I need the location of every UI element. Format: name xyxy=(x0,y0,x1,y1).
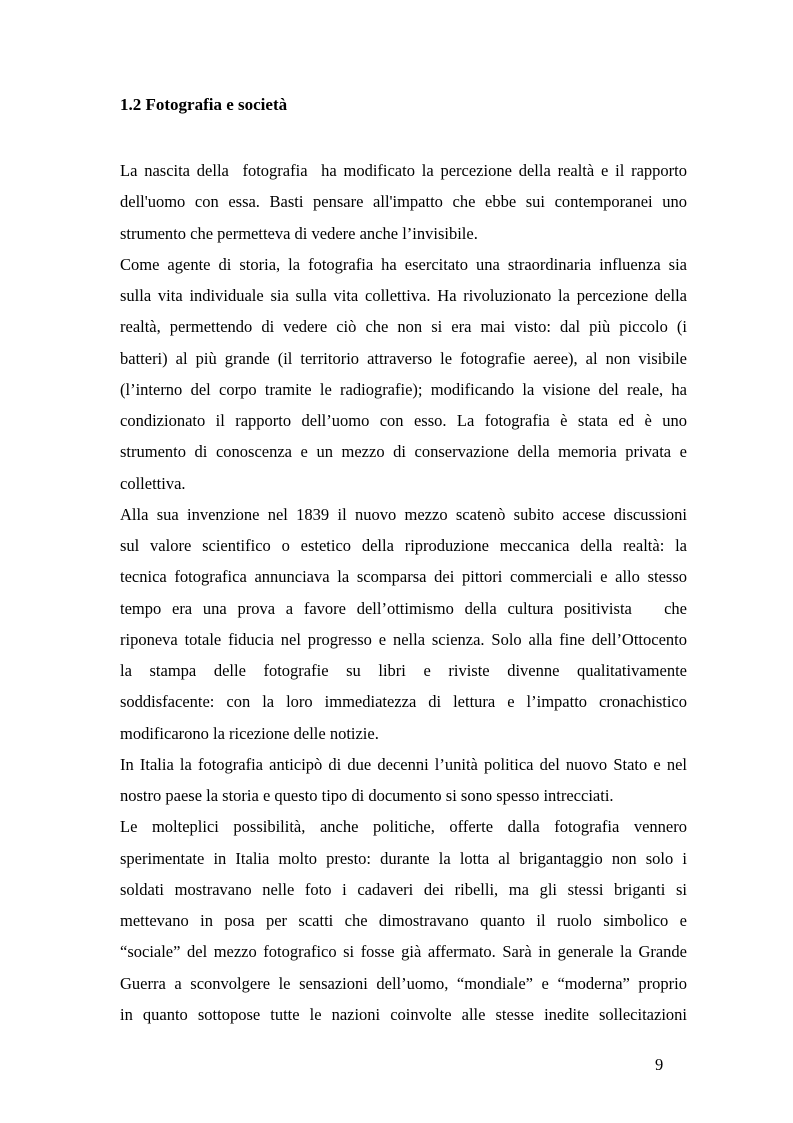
body-line: In Italia la fotografia anticipò di due decenni l’unità politica del nuovo Stato e nel xyxy=(120,754,687,774)
body-line: dell'uomo con essa. Basti pensare all'impatto che ebbe sui contemporanei uno xyxy=(120,192,687,212)
body-line: la stampa delle fotografie su libri e riviste divenne qualitativamente xyxy=(120,661,687,680)
body-line: strumento che permetteva di vedere anche l’invisibile. xyxy=(120,223,478,243)
body-line: nostro paese la storia e questo tipo di documento si sono spesso intrecciati. xyxy=(120,786,614,805)
body-line: tecnica fotografica annunciava la scomparsa dei pittori commerciali e allo stesso xyxy=(120,567,687,587)
body-line: soddisfacente: con la loro immediatezza di lettura e l’impatto cronachistico xyxy=(120,692,687,712)
body-line: tempo era una prova a favore dell’ottimismo della cultura positivista che xyxy=(120,598,687,618)
body-line: Alla sua invenzione nel 1839 il nuovo mezzo scatenò subito accese discussioni xyxy=(120,504,687,524)
body-line: riponeva totale fiducia nel progresso e nella scienza. Solo alla fine dell’Ottocento xyxy=(120,629,687,649)
body-line: sperimentate in Italia molto presto: durante la lotta al brigantaggio non solo i xyxy=(120,848,687,868)
body-line: batteri) al più grande (il territorio attraverso le fotografie aeree), al non visibile xyxy=(120,348,687,368)
body-line: soldati mostravano nelle foto i cadaveri dei ribelli, ma gli stessi briganti si xyxy=(120,879,687,899)
body-line: in quanto sottopose tutte le nazioni coinvolte alle stesse inedite sollecitazioni xyxy=(120,1004,687,1024)
body-line: condizionato il rapporto dell’uomo con esso. La fotografia è stata ed è uno xyxy=(120,411,687,430)
body-line: sulla vita individuale sia sulla vita collettiva. Ha rivoluzionato la percezione della xyxy=(120,286,687,305)
body-line: collettiva. xyxy=(120,473,186,493)
body-line: La nascita della fotografia ha modificato la percezione della realtà e il rapporto xyxy=(120,161,687,180)
body-line: realtà, permettendo di vedere ciò che non si era mai visto: dal più piccolo (i xyxy=(120,317,687,337)
body-line: Come agente di storia, la fotografia ha esercitato una straordinaria influenza sia xyxy=(120,254,687,274)
body-line: modificarono la ricezione delle notizie. xyxy=(120,723,379,743)
section-heading: 1.2 Fotografia e società xyxy=(120,95,288,114)
body-line: (l’interno del corpo tramite le radiografie); modificando la visione del reale, ha xyxy=(120,379,687,399)
body-line: mettevano in posa per scatti che dimostravano quanto il ruolo simbolico e xyxy=(120,911,687,930)
body-line: Guerra a sconvolgere le sensazioni dell’uomo, “mondiale” e “moderna” proprio xyxy=(120,973,687,993)
body-line: strumento di conoscenza e un mezzo di conservazione della memoria privata e xyxy=(120,442,687,462)
body-line: sul valore scientifico o estetico della riproduzione meccanica della realtà: la xyxy=(120,536,687,555)
body-line: “sociale” del mezzo fotografico si fosse già affermato. Sarà in generale la Grande xyxy=(120,942,687,962)
body-line: Le molteplici possibilità, anche politiche, offerte dalla fotografia vennero xyxy=(120,817,687,837)
page-number: 9 xyxy=(655,1055,664,1074)
body-text xyxy=(120,155,687,1030)
